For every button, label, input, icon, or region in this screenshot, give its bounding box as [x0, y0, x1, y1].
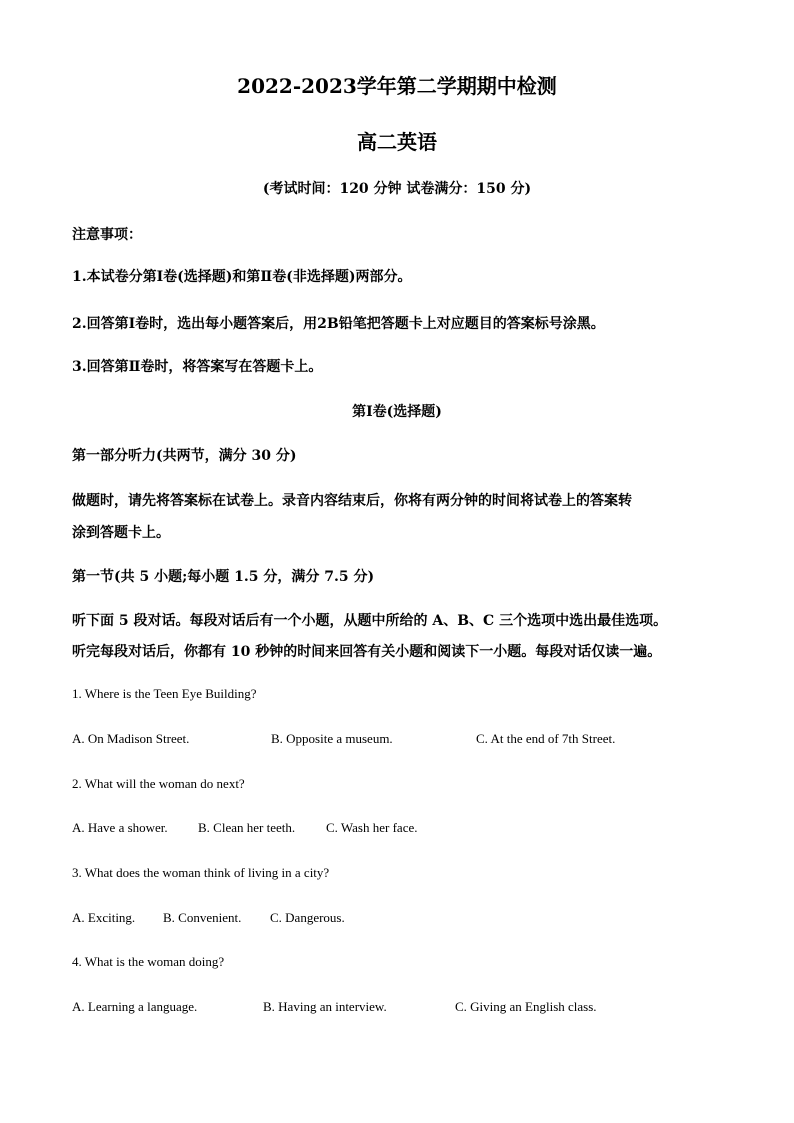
question-1: 1. Where is the Teen Eye Building?	[72, 686, 257, 701]
question-1-option-b: B. Opposite a museum.	[271, 731, 393, 746]
notes-item-1: 1.本试卷分第Ⅰ卷(选择题)和第Ⅱ卷(非选择题)两部分。	[72, 269, 412, 285]
question-4-option-a: A. Learning a language.	[72, 999, 198, 1014]
notes-heading: 注意事项：	[72, 227, 142, 243]
section1-line2: 听完每段对话后，你都有 10 秒钟的时间来回答有关小题和阅读下一小题。每段对话仅读一遍。	[72, 644, 662, 660]
question-1-option-a: A. On Madison Street.	[72, 731, 190, 746]
question-2-option-c: C. Wash her face.	[326, 820, 418, 835]
question-2-option-a: A. Have a shower.	[72, 820, 168, 835]
part1-instruction-line2: 涂到答题卡上。	[72, 525, 170, 541]
part1-heading: 第一部分听力(共两节，满分 30 分)	[72, 448, 297, 464]
question-3-option-a: A. Exciting.	[72, 910, 136, 925]
question-3-option-c: C. Dangerous.	[270, 910, 345, 925]
subject-title: 高二英语	[357, 130, 437, 154]
exam-info: (考试时间：120 分钟 试卷满分：150 分)	[262, 181, 532, 197]
question-3-option-b: B. Convenient.	[163, 910, 242, 925]
part1-instruction-line1: 做题时，请先将答案标在试卷上。录音内容结束后，你将有两分钟的时间将试卷上的答案转	[72, 493, 632, 509]
question-4: 4. What is the woman doing?	[72, 954, 225, 969]
question-2-option-b: B. Clean her teeth.	[198, 820, 296, 835]
section1-heading: 第一节(共 5 小题;每小题 1.5 分，满分 7.5 分)	[72, 569, 375, 585]
notes-item-2: 2.回答第Ⅰ卷时，选出每小题答案后，用2B铅笔把答题卡上对应题目的答案标号涂黑。	[72, 316, 605, 332]
exam-title: 2022-2023学年第二学期期中检测	[237, 74, 557, 98]
question-3: 3. What does the woman think of living in a city?	[72, 865, 330, 880]
question-1-option-c: C. At the end of 7th Street.	[476, 731, 616, 746]
volume1-title: 第Ⅰ卷(选择题)	[352, 404, 442, 420]
section1-line1: 听下面 5 段对话。每段对话后有一个小题，从题中所给的 A、B、C 三个选项中选出最佳选项。	[72, 613, 668, 629]
question-4-option-c: C. Giving an English class.	[455, 999, 597, 1014]
question-2: 2. What will the woman do next?	[72, 776, 245, 791]
question-4-option-b: B. Having an interview.	[263, 999, 387, 1014]
notes-item-3: 3.回答第Ⅱ卷时，将答案写在答题卡上。	[72, 359, 323, 375]
